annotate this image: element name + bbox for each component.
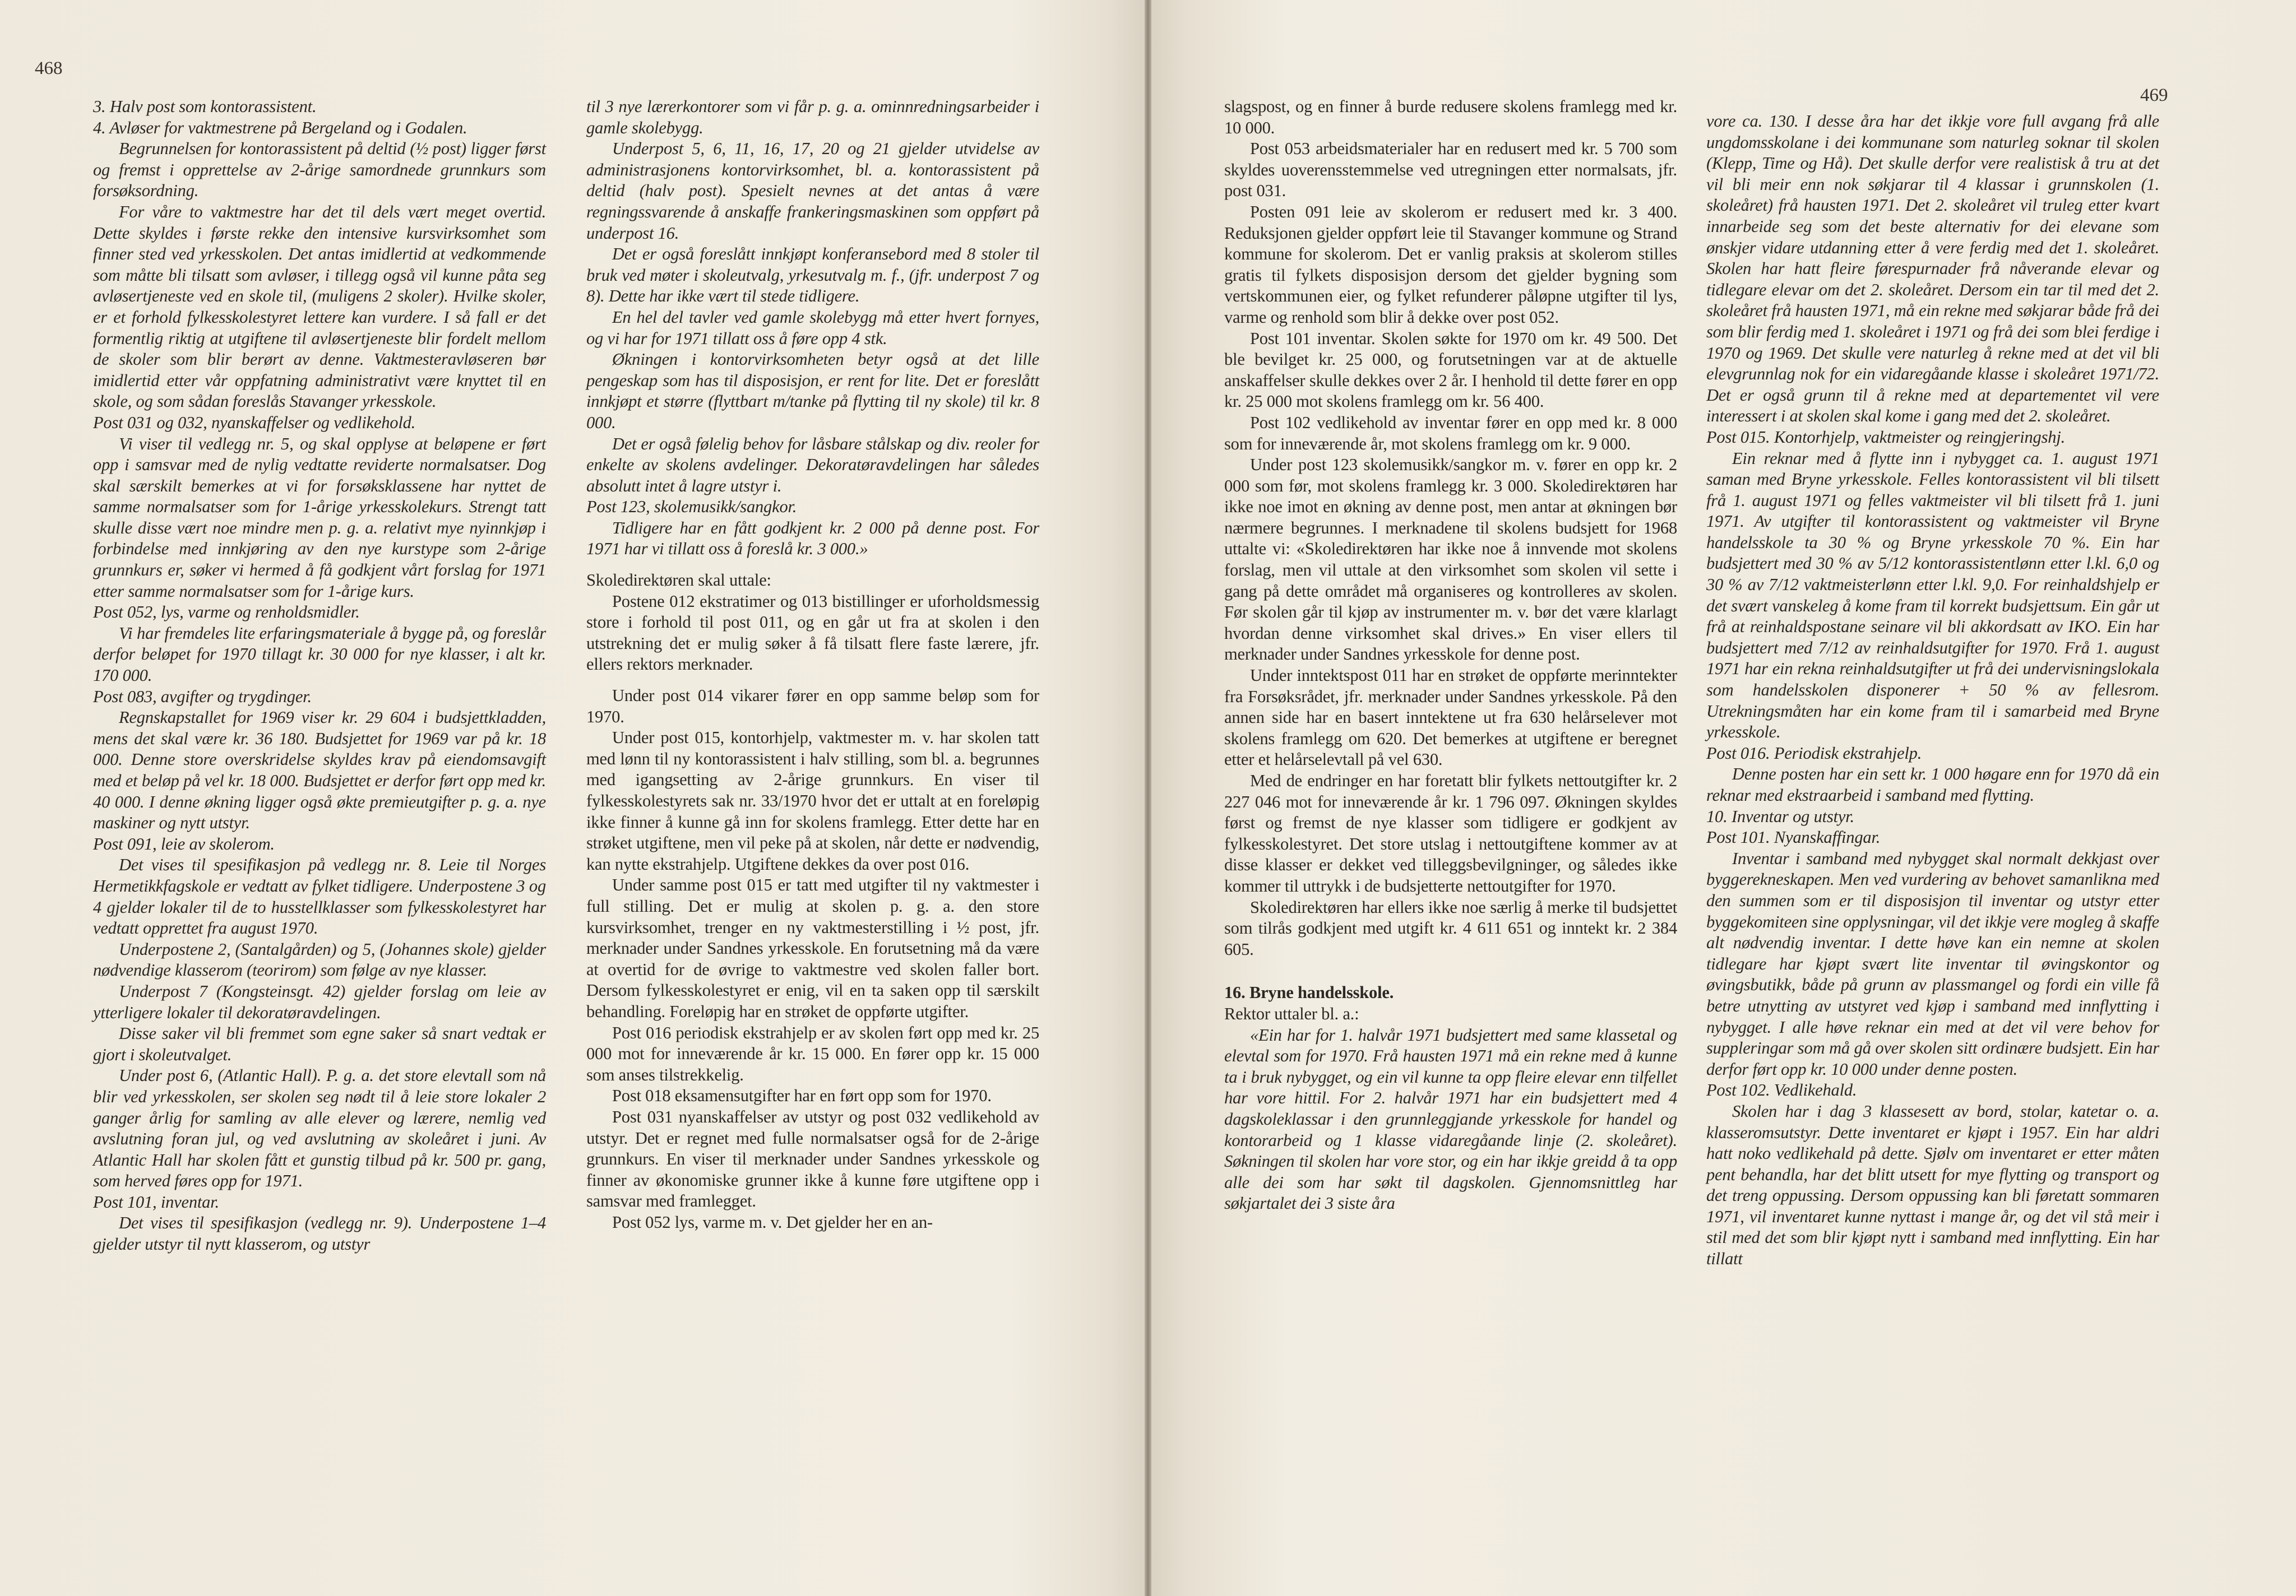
right-page-column-1	[1224, 96, 1677, 1214]
paragraph: Økningen i kontorvirksomheten betyr også at det lille pengeskap som has til disposisjon, er rent for lite. Det er foreslått innkjøpt et større (flyttbart m/tanke på flytting til ny skole) til kr. 8 000.	[586, 350, 1039, 432]
paragraph: Tidligere har en fått godkjent kr. 2 000 på denne post. For 1971 har vi tillatt oss å foreslå kr. 3 000.»	[586, 518, 1039, 559]
paragraph: Under post 014 vikarer fører en opp samme beløp som for 1970.	[586, 686, 1039, 726]
paragraph: Post 052, lys, varme og renholdsmidler.	[93, 602, 360, 622]
paragraph: Med de endringer en har foretatt blir fylkets nettoutgifter kr. 2 227 046 mot for inneværende år kr. 1 796 097. Økningen skyldes først og fremst de nye klasser som tidligere er godkjent av fylkesskolestyret. Det store utslag i nettoutgiftene kommer av at disse klasser er dekket ved tilleggsbevilgninger, og således ikke kommer til uttrykk i de budsjetterte nettoutgifter for 1970.	[1224, 771, 1677, 896]
paragraph: Under samme post 015 er tatt med utgifter til ny vaktmester i full stilling. Det er mulig at skolen p. g. a. den store kursvirksomhet, trenger en ny vaktmesterstilling i ½ post, jfr. merknader under Sandnes yrkesskole. En forutsetning må da være at overtid for de øvrige to vaktmestre ved skolen faller bort. Dersom fylkesskolestyret er enig, vil en ta saken opp til særskilt behandling. Foreløpig har en strøket de oppførte utgifter.	[586, 875, 1039, 1021]
paragraph: Under post 123 skolemusikk/sangkor m. v. fører en opp kr. 2 000 som før, mot skolens framlegg kr. 3 000. Skoledirektøren har ikke noe imot en økning av denne post, men antar at økningen bør nærmere begrunnes. I merknadene til skolens budsjett for 1968 uttalte vi: «Skoledirektøren har ikke noe å innvende mot skolens forslag, men vil uttale at den virksomhet som skolen vil sette i gang på dette området må organiseres og kontrolleres av skolen. Før skolen går til kjøp av instrumenter m. v. bør det være klarlagt hvordan denne virksomhet skal drives.» En viser ellers til merknader under Sandnes yrkesskole for denne post.	[1224, 455, 1677, 664]
paragraph: til 3 nye lærerkontorer som vi får p. g. a. ominnredningsarbeider i gamle skolebygg.	[586, 97, 1039, 137]
paragraph: Det vises til spesifikasjon på vedlegg nr. 8. Leie til Norges Hermetikkfagskole er vedtatt av fylket tidligere. Underpostene 3 og 4 gjelder lokaler til de to husstellklasser som fylkesskolestyret har vedtatt opprettet fra august 1970.	[93, 855, 546, 938]
paragraph: Under inntektspost 011 har en strøket de oppførte merinntekter fra Forsøksrådet, jfr. merknader under Sandnes yrkesskole. På den annen side har en basert inntektene ut fra 630 helårselever mot skolens framlegg om 620. Det bemerkes at utgiftene er beregnet etter et helårselevtall på vel 630.	[1224, 666, 1677, 769]
paragraph: 10. Inventar og utstyr.	[1706, 806, 1854, 826]
paragraph: Post 083, avgifter og trygdinger.	[93, 686, 312, 706]
section-heading: 16. Bryne handelsskole.	[1224, 983, 1394, 1003]
paragraph: Post 052 lys, varme m. v. Det gjelder her en an-	[612, 1212, 933, 1232]
page-number-left: 468	[35, 58, 63, 78]
left-page	[0, 0, 1145, 1596]
paragraph: Postene 012 ekstratimer og 013 bistillinger er uforholdsmessig store i forhold til post 011, og en går ut fra at skolen i den utstrekning det er mulig søker å få tilsatt flere faste lærere, jfr. ellers rektors merknader.	[586, 591, 1039, 674]
paragraph: 3. Halv post som kontorassistent.	[93, 97, 317, 116]
paragraph: Rektor uttaler bl. a.:	[1224, 1004, 1359, 1023]
paragraph: Post 101 inventar. Skolen søkte for 1970 om kr. 49 500. Det ble bevilget kr. 25 000, og forutsetningen var at de aktuelle anskaffelser skulle dekkes over 2 år. I henhold til dette fører en opp kr. 25 000 mot skolens framlegg om kr. 56 400.	[1224, 328, 1677, 411]
page-gutter	[1145, 0, 1151, 1596]
paragraph: Underpost 5, 6, 11, 16, 17, 20 og 21 gjelder utvidelse av administrasjonens kontorvirksomhet, bl. a. kontorassistent på deltid (halv post). Spesielt nevnes at det antas å være regningssvarende å anskaffe frankeringsmaskinen som oppført på underpost 16.	[586, 139, 1039, 243]
paragraph: Det er også foreslått innkjøpt konferansebord med 8 stoler til bruk ved møter i skoleutvalg, yrkesutvalg m. f., (jfr. underpost 7 og 8). Dette har ikke vært til stede tidligere.	[586, 244, 1039, 306]
paragraph: Underpostene 2, (Santalgården) og 5, (Johannes skole) gjelder nødvendige klasserom (teorirom) som følge av nye klasser.	[93, 939, 546, 980]
paragraph: slagspost, og en finner å burde redusere skolens framlegg med kr. 10 000.	[1224, 97, 1677, 137]
paragraph: Disse saker vil bli fremmet som egne saker så snart vedtak er gjort i skoleutvalget.	[93, 1024, 546, 1064]
paragraph: Denne posten har ein sett kr. 1 000 høgare enn for 1970 då ein reknar med ekstraarbeid i samband med flytting.	[1706, 764, 2159, 805]
paragraph: Det vises til spesifikasjon (vedlegg nr. 9). Underpostene 1–4 gjelder utstyr til nytt klasserom, og utstyr	[93, 1213, 546, 1254]
paragraph: Post 018 eksamensutgifter har en ført opp som for 1970.	[612, 1086, 992, 1106]
paragraph: For våre to vaktmestre har det til dels vært meget overtid. Dette skyldes i første rekke den intensive kursvirksomhet som finner sted ved yrkesskolen. Det antas imidlertid at vedkommende som måtte bli tilsatt som avløser, i tillegg også vil kunne påta seg avløsertjeneste ved en skole til, (muligens 2 skoler). Hvilke skoler, er et forhold fylkesskolestyret lettere kan vurdere. I så fall er det formentlig riktig at utgiftene til avløsertjeneste blir fordelt mellom de skoler som blir berørt av denne. Vaktmesteravløseren bør imidlertid etter vår oppfatning administrativt være knyttet til en skole, og som sådan foreslås Stavanger yrkesskole.	[93, 202, 546, 411]
paragraph: «Ein har for 1. halvår 1971 budsjettert med same klassetal og elevtal som for 1970. Frå hausten 1971 må ein rekne med å kunne ta i bruk nybygget, og ein vil kunne ta opp fleire elevar enn tilfellet har vore hittil. For 2. halvår 1971 har ein budsjettert med 4 dagskoleklassar i den grunnleggjande yrkesskole for handel og kontorarbeid og 1 klasse vidaregåande linje (2. skoleåret). Søkningen til skolen har vore stor, og ein har ikkje greidd å ta opp alle dei som har søkt til dagskolen. Gjennomsnittleg har søkjartalet dei 3 siste åra	[1224, 1025, 1677, 1213]
paragraph: Regnskapstallet for 1969 viser kr. 29 604 i budsjettkladden, mens det skal være kr. 36 180. Budsjettet for 1969 var på kr. 18 000. Denne store overskridelse skyldes krav på eiendomsavgift med et beløp på vel kr. 18 000. Budsjettet er derfor ført opp med kr. 40 000. I denne økning ligger også økte premieutgifter p. g. a. nye maskiner og nytt utstyr.	[93, 708, 546, 833]
paragraph: Post 016. Periodisk ekstrahjelp.	[1706, 743, 1922, 763]
left-page-column-2	[586, 96, 1039, 1233]
paragraph: Post 031 nyanskaffelser av utstyr og post 032 vedlikehold av utstyr. Det er regnet med fulle normalsatser også for de 2-årige grunnkurs. En viser til merknader under Sandnes yrkesskole og finner av økonomiske grunner ikke å kunne føre utgiftene opp i samsvar med framlegget.	[586, 1107, 1039, 1211]
paragraph: Underpost 7 (Kongsteinsgt. 42) gjelder forslag om leie av ytterligere lokaler til dekoratøravdelingen.	[93, 981, 546, 1022]
paragraph: Begrunnelsen for kontorassistent på deltid (½ post) ligger først og fremst i opprettelse av 2-årige samordnede grunnkurs som forsøksordning.	[93, 139, 546, 201]
paragraph: Post 102. Vedlikehald.	[1706, 1080, 1857, 1100]
paragraph: En hel del tavler ved gamle skolebygg må etter hvert fornyes, og vi har for 1971 tillatt oss å føre opp 4 stk.	[586, 307, 1039, 348]
paragraph: Post 101. Nyanskaffingar.	[1706, 828, 1881, 847]
paragraph: Ein reknar med å flytte inn i nybygget ca. 1. august 1971 saman med Bryne yrkesskole. Felles kontorassistent vil bli tilsett frå 1. august 1971 og felles vaktmeister vil bli tilsett frå 1. juni 1971. Av utgifter til kontorassistent og vaktmeister vil Bryne handelsskole ta 30 % og Bryne yrkesskole 70 %. Ein har budsjettert med 30 % av 5/12 kontorassistentlønn etter l.kl. 6,0 og 30 % av 7/12 vaktmeisterlønn etter l.kl. 9,0. For reinhaldshjelp er det svært vanskeleg å kome fram til korrekt budsjettsum. Ein går ut frå at reinhaldspostane seinare vil bli akkordsatt av IKO. Ein har budsjettert med 7/12 av reinhaldsutgifter for 1970. Frå 1. august 1971 har ein rekna reinhaldsutgifter ut frå dei undervisningslokala som handelsskolen disponerer + 50 % av fellesrom. Utrekningsmåten har ein kome fram til i samarbeid med Bryne yrkesskole.	[1706, 448, 2159, 742]
paragraph: Post 091, leie av skolerom.	[93, 834, 275, 853]
paragraph: Skolen har i dag 3 klassesett av bord, stolar, katetar o. a. klasseromsutstyr. Dette inventaret er kjøpt i 1957. Ein har aldri hatt noko vedlikehald på dette. Sjølv om inventaret er etter måten pent behandla, har det blitt utsett for mye flytting og transport og det treng oppussing. Dersom oppussing kan bli føretatt sommaren 1971, vil inventaret kunne nyttast i mange år, og det vil stå meir i stil med det som blir kjøpt nytt i samband med innflytting. Ein har tillatt	[1706, 1101, 2159, 1269]
right-page	[1151, 0, 2296, 1596]
paragraph: Post 101, inventar.	[93, 1192, 219, 1212]
paragraph: Post 123, skolemusikk/sangkor.	[586, 497, 797, 517]
left-page-column-1	[93, 96, 546, 1255]
paragraph: Post 015. Kontorhjelp, vaktmeister og reingjeringshj.	[1706, 427, 2066, 447]
paragraph: vore ca. 130. I desse åra har det ikkje vore full avgang frå alle ungdomsskolane i dei kommunane som naturleg soknar til skolen (Klepp, Time og Hå). Det skulle derfor vere realistisk å tru at det vil bli meir enn nok søkjarar til 4 klassar i grunnskolen (1. skoleåret) frå hausten 1971. Det 2. skoleåret vil truleg etter kvart innarbeide seg som det beste alternativ for dei elevane som ønskjer vidare utdanning etter å vere ferdig med det 1. skoleåret. Skolen har hatt fleire førespurnader frå nåverande elevar og tidlegare elevar om det 2. skoleåret. Dersom ein tar til med det 2. skoleåret frå hausten 1971, må ein rekne med søkjarar både frå dei som blir ferdig med 1. skoleåret i 1971 og frå dei som blei ferdige i 1970 og 1969. Det skulle vere naturleg å rekne med at det vil bli elevgrunnlag nok for ein vidaregåande klasse i skoleåret 1971/72. Det er også grunn til å rekne med at departementet vil vere interessert i at skolen skal kome i gang med det 2. skoleåret.	[1706, 112, 2159, 426]
paragraph: Vi viser til vedlegg nr. 5, og skal opplyse at beløpene er ført opp i samsvar med de nylig vedtatte reviderte normalsatser. Dog skal særskilt bemerkes at vi for forsøksklassene har nyttet de samme normalsatser som for 1-årige yrkesskolekurs. Strengt tatt skulle disse vært noe mindre men p. g. a. relativt mye nyinnkjøp i forbindelse med innkjøring av den nye kurstype som 2-årige grunnkurs er, søker vi hermed å få godkjent vårt forslag for 1971 etter samme normalsatser som for 1-årige kurs.	[93, 434, 546, 601]
paragraph: Post 053 arbeidsmaterialer har en redusert med kr. 5 700 som skyldes uoverensstemmelse ved utregningen etter normalsats, jfr. post 031.	[1224, 139, 1677, 201]
paragraph: Det er også følelig behov for låsbare stålskap og div. reoler for enkelte av skolens avdelinger. Dekoratøravdelingen har således absolutt intet å lagre utstyr i.	[586, 434, 1039, 495]
paragraph: Post 031 og 032, nyanskaffelser og vedlikehold.	[93, 412, 416, 432]
page-number-right: 469	[2140, 85, 2168, 105]
paragraph: Under post 6, (Atlantic Hall). P. g. a. det store elevtall som nå blir ved yrkesskolen, ser skolen seg nødt til å leie store lokaler 2 ganger årlig for samling av alle elever og lærere, nemlig ved avslutning foran jul, og ved avslutning av skoleåret i juni. Av Atlantic Hall har skolen fått et gunstig tilbud på kr. 500 pr. gang, som herved føres opp for 1971.	[93, 1066, 546, 1191]
paragraph: Under post 015, kontorhjelp, vaktmester m. v. har skolen tatt med lønn til ny kontorassistent i halv stilling, som bl. a. begrunnes med igangsetting av 2-årige grunnkurs. En viser til fylkesskolestyrets sak nr. 33/1970 hvor det er uttalt at en foreløpig ikke finner å kunne gå inn for skolens framlegg. Etter dette har en strøket utgiftene, men vil peke på at skolen, når dette er nødvendig, kan nytte ekstrahjelp. Utgiftene dekkes da over post 016.	[586, 728, 1039, 874]
paragraph: Post 102 vedlikehold av inventar fører en opp med kr. 8 000 som for inneværende år, mot skolens framlegg om kr. 9 000.	[1224, 412, 1677, 453]
paragraph: Post 016 periodisk ekstrahjelp er av skolen ført opp med kr. 25 000 mot for inneværende år kr. 15 000. En fører opp kr. 15 000 som anses tilstrekkelig.	[586, 1023, 1039, 1084]
right-page-column-2	[1706, 111, 2159, 1270]
paragraph: 4. Avløser for vaktmestrene på Bergeland og i Godalen.	[93, 118, 467, 137]
paragraph: Posten 091 leie av skolerom er redusert med kr. 3 400. Reduksjonen gjelder oppført leie til Stavanger kommune og Strand kommune for skolerom. Det er vanlig praksis at skolerom stilles gratis til fylkets disposisjon dersom det gjelder bygning som vertskommunen eier, og fylket refunderer påløpne utgifter til lys, varme og renhold som blir å dekke over post 052.	[1224, 202, 1677, 327]
paragraph: Vi har fremdeles lite erfaringsmateriale å bygge på, og foreslår derfor beløpet for 1970 tillagt kr. 30 000 for nye klasser, i alt kr. 170 000.	[93, 623, 546, 685]
paragraph: Inventar i samband med nybygget skal normalt dekkjast over byggerekneskapen. Men ved vurdering av behovet samanlikna med den summen som er til disposisjon til inventar og utstyr etter byggekomiteen sine opplysningar, vil det ikkje vere mogleg å skaffe alt nødvendig inventar. I dette høve kan ein nemne at skolen tidlegare har kjøpt svært lite inventar til øvingskontor og øvingsbutikk, både på grunn av plassmangel og fordi ein ville få betre utnytting av utstyret ved kjøp i samband med innflytting i nybygget. I alle høve reknar ein med at det vil vere behov for suppleringar som må gå over skolen sitt ordinære budsjett. Ein har derfor ført opp kr. 10 000 under denne posten.	[1706, 848, 2159, 1079]
paragraph: Skoledirektøren skal uttale:	[586, 570, 771, 590]
paragraph: Skoledirektøren har ellers ikke noe særlig å merke til budsjettet som tilrås godkjent med utgift kr. 4 611 651 og inntekt kr. 2 384 605.	[1224, 897, 1677, 959]
